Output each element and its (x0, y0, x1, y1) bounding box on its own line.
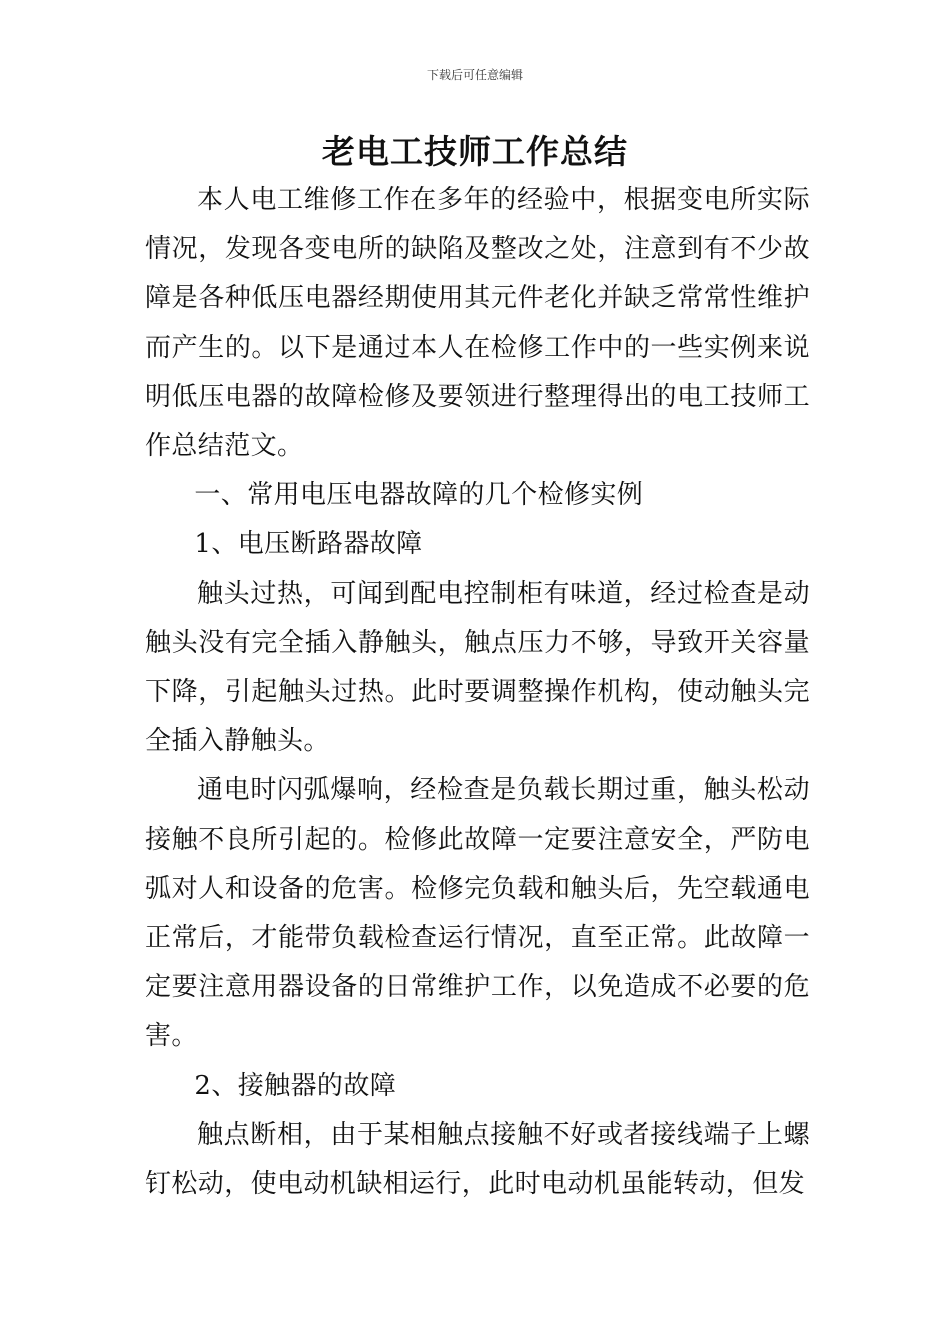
page-header: 下载后可任意编辑 (426, 68, 523, 82)
paragraph-intro: 本人电工维修工作在多年的经验中，根据变电所实际情况，发现各变电所的缺陷及整改之处，注意到有不少故障是各种低压电器经期使用其元件老化并缺乏常常性维护而产生的。以下是通过本人在检修工作中的一些实例来说明低压电器的故障检修及要领进行整理得出的电工技师工作总结范文。 (145, 185, 810, 462)
section-heading: 一、常用电压电器故障的几个检修实例 (194, 480, 644, 511)
subsection-heading: 1、电压断路器故障 (194, 529, 423, 560)
subsection-heading: 2、接触器的故障 (194, 1070, 397, 1101)
paragraph: 触头过热，可闻到配电控制柜有味道，经过检查是动触头没有完全插入静触头，触点压力不够，导致开关容量下降，引起触头过热。此时要调整操作机构，使动触头完全插入静触头。 (145, 578, 810, 757)
document-title: 老电工技师工作总结 (322, 132, 628, 171)
paragraph: 触点断相，由于某相触点接触不好或者接线端子上螺钉松动，使电动机缺相运行，此时电动机虽能转动，但发 (145, 1119, 810, 1200)
paragraph: 通电时闪弧爆响，经检查是负载长期过重，触头松动接触不良所引起的。检修此故障一定要注意安全，严防电弧对人和设备的危害。检修完负载和触头后，先空载通电正常后，才能带负载检查运行情况，直至正常。此故障一定要注意用器设备的日常维护工作，以免造成不必要的危害。 (145, 775, 810, 1052)
document-body (145, 176, 810, 1209)
